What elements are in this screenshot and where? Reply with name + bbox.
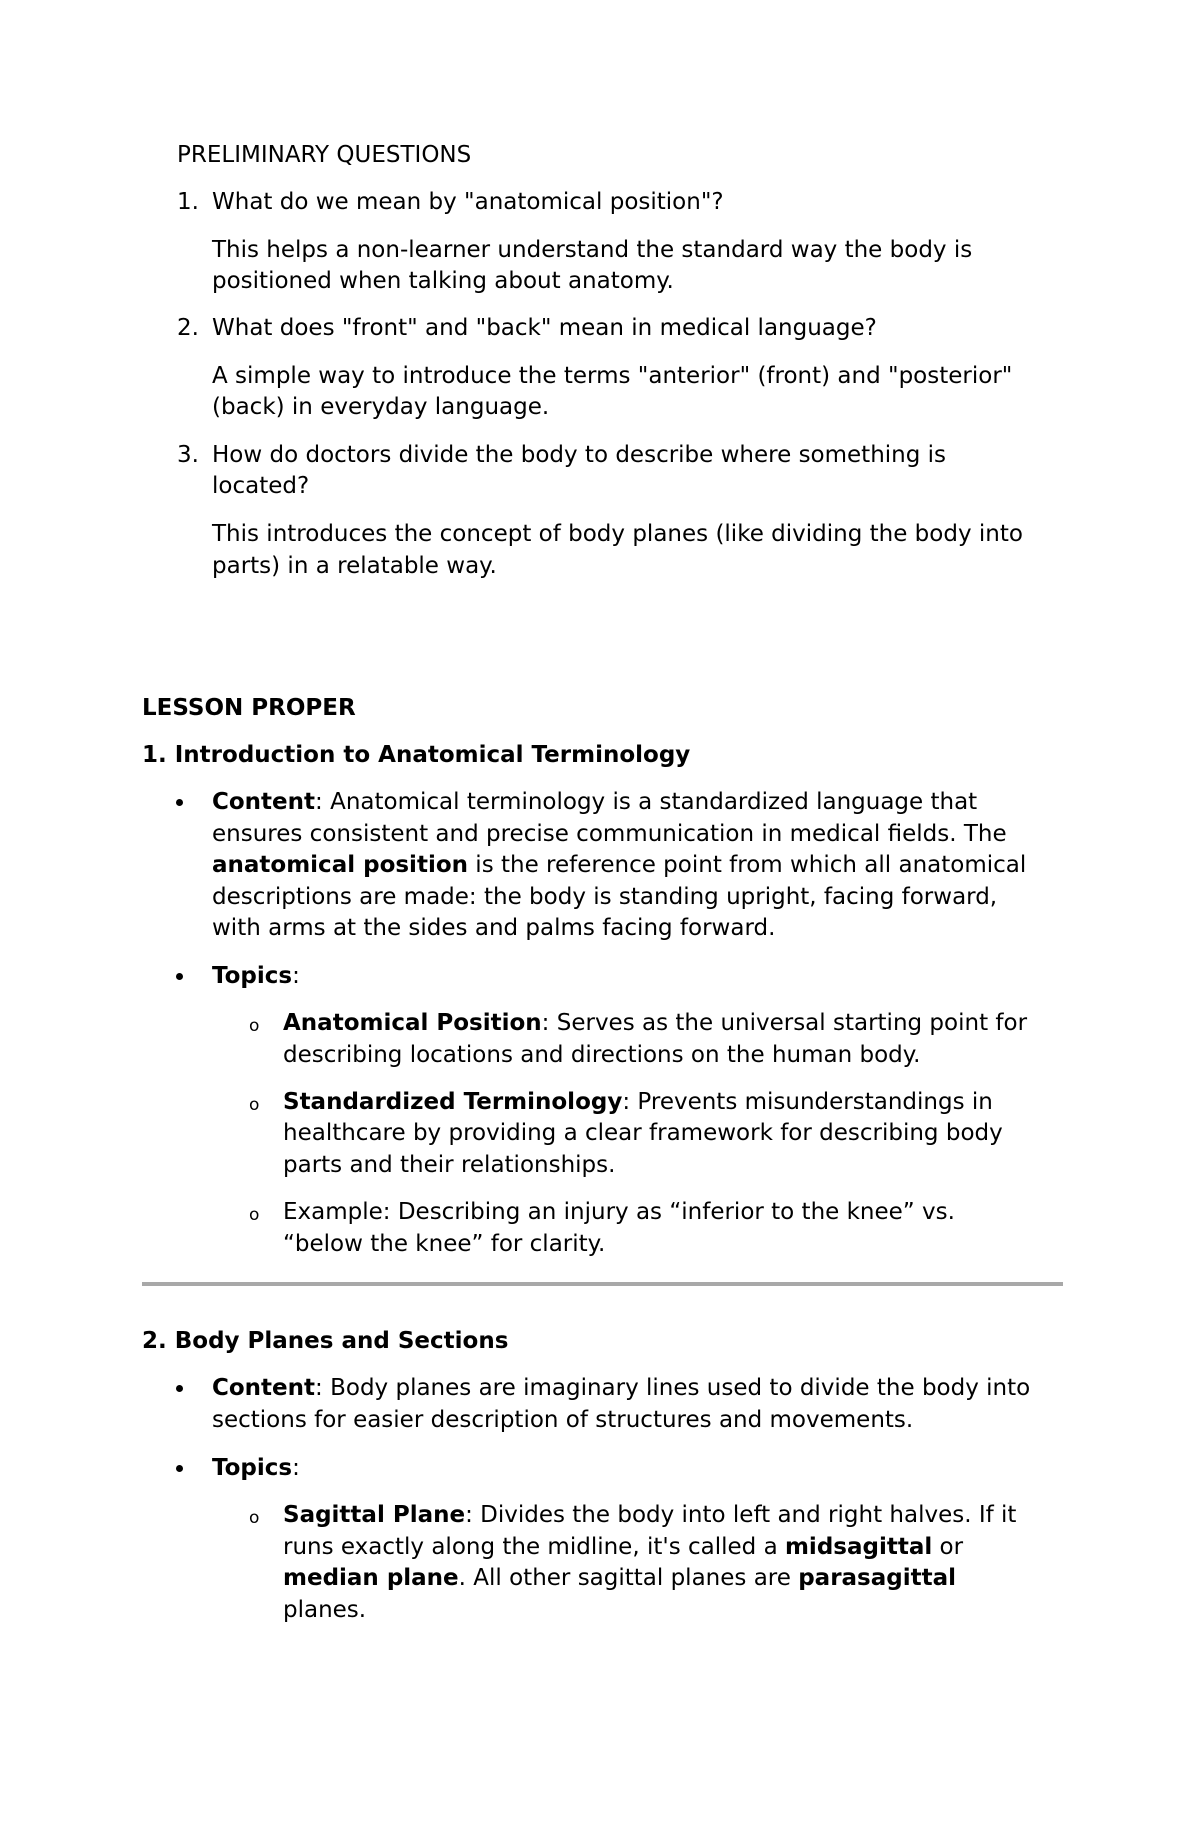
topic-text: : Prevents misunderstandings in — [622, 1089, 993, 1115]
question-note-line: This helps a non-learner understand the standard way the body is — [212, 237, 973, 263]
topic-text: : Serves as the universal starting point for — [541, 1010, 1028, 1036]
topic-line — [283, 1562, 956, 1594]
topic-term: Sagittal Plane — [283, 1502, 466, 1528]
topic-text: runs exactly along the midline, it's called a — [283, 1534, 785, 1560]
topics-label-line — [212, 960, 300, 992]
topic-text: : Divides the body into left and right halves. If it — [465, 1502, 1017, 1528]
question-text: What does "front" and "back" mean in medical language? — [212, 315, 877, 341]
topic-text: . All other sagittal planes are — [458, 1565, 799, 1591]
topics-label: Topics — [212, 1455, 293, 1481]
topic-line: healthcare by providing a clear framework for describing body — [283, 1120, 1003, 1146]
topic-line — [283, 1086, 993, 1118]
bold-term: parasagittal — [798, 1565, 957, 1591]
preliminary-heading: PRELIMINARY QUESTIONS — [177, 142, 472, 168]
question-note-line: parts) in a relatable way. — [212, 553, 497, 579]
question-number: 1. — [177, 189, 199, 215]
section-title: 1. Introduction to Anatomical Terminology — [142, 742, 691, 768]
question-number: 3. — [177, 442, 199, 468]
content-paragraph-line — [212, 786, 977, 818]
sub-bullet-marker: o — [249, 1016, 260, 1036]
question-note-line: (back) in everyday language. — [212, 394, 550, 420]
sub-bullet-marker: o — [249, 1205, 260, 1225]
content-text: Body planes are imaginary lines used to divide the body into — [322, 1375, 1031, 1401]
topic-line: Example: Describing an injury as “inferior to the knee” vs. — [283, 1199, 955, 1225]
content-paragraph-line: descriptions are made: the body is standing upright, facing forward, — [212, 884, 998, 910]
topic-line — [283, 1531, 963, 1563]
content-paragraph-line — [212, 849, 1026, 881]
topic-line: “below the knee” for clarity. — [283, 1231, 606, 1257]
content-text: Anatomical terminology is a standardized language that — [322, 789, 978, 815]
topic-line — [283, 1499, 1016, 1531]
topic-line: parts and their relationships. — [283, 1152, 616, 1178]
bullet-dot — [176, 973, 183, 980]
topic-line — [283, 1007, 1027, 1039]
bullet-dot — [176, 1465, 183, 1472]
topics-label: Topics — [212, 963, 293, 989]
question-note-line: A simple way to introduce the terms "anterior" (front) and "posterior" — [212, 363, 1013, 389]
content-colon: : — [315, 789, 323, 815]
topics-label-line — [212, 1452, 300, 1484]
content-paragraph-line: ensures consistent and precise communication in medical fields. The — [212, 821, 1007, 847]
lesson-heading: LESSON PROPER — [142, 695, 356, 721]
content-label: Content — [212, 789, 316, 815]
content-paragraph-line: with arms at the sides and palms facing forward. — [212, 915, 776, 941]
topic-term: Standardized Terminology — [283, 1089, 623, 1115]
sub-bullet-marker: o — [249, 1095, 260, 1115]
bold-term: anatomical position — [212, 852, 468, 878]
bullet-dot — [176, 799, 183, 806]
bold-term: median plane — [283, 1565, 459, 1591]
topics-colon: : — [292, 1455, 300, 1481]
topic-text: or — [932, 1534, 964, 1560]
question-note-line: positioned when talking about anatomy. — [212, 268, 674, 294]
content-paragraph-line — [212, 1372, 1030, 1404]
topic-term: Anatomical Position — [283, 1010, 542, 1036]
content-colon: : — [315, 1375, 323, 1401]
question-number: 2. — [177, 315, 199, 341]
sub-bullet-marker: o — [249, 1508, 260, 1528]
question-note-line: This introduces the concept of body planes (like dividing the body into — [212, 521, 1023, 547]
topic-line: planes. — [283, 1597, 367, 1623]
topic-line: describing locations and directions on the human body. — [283, 1042, 921, 1068]
question-text: What do we mean by "anatomical position"? — [212, 189, 724, 215]
content-label: Content — [212, 1375, 316, 1401]
content-text: is the reference point from which all anatomical — [468, 852, 1027, 878]
bold-term: midsagittal — [784, 1534, 933, 1560]
section-title: 2. Body Planes and Sections — [142, 1328, 509, 1354]
question-text-line: located? — [212, 473, 310, 499]
content-paragraph-line: sections for easier description of structures and movements. — [212, 1407, 914, 1433]
horizontal-rule — [142, 1282, 1063, 1286]
bullet-dot — [176, 1385, 183, 1392]
question-text-line: How do doctors divide the body to describe where something is — [212, 442, 947, 468]
topics-colon: : — [292, 963, 300, 989]
